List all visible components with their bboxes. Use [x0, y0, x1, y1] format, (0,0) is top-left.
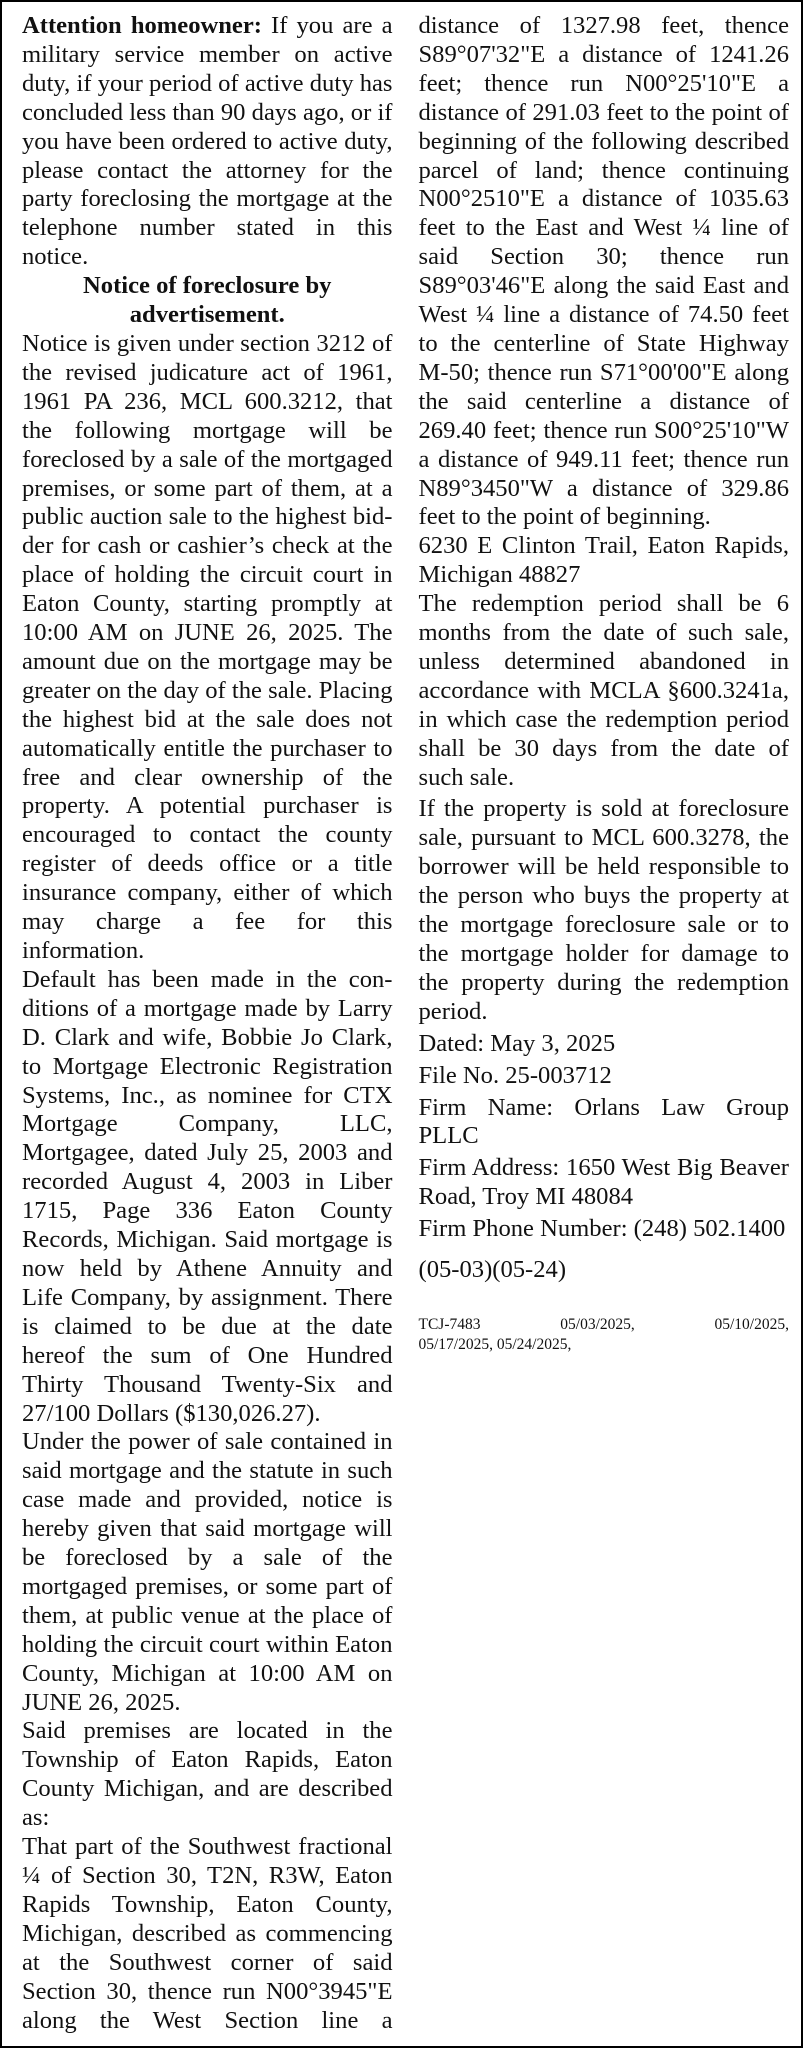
- publication-dates-line-2: 05/17/2025, 05/24/2025,: [418, 1335, 572, 1353]
- property-address: 6230 E Clinton Trail, Eaton Rapids, Michigan 48827: [418, 532, 789, 589]
- legal-description-paragraph: That part of the Southwest fractional ¼ of Section 30, T2N, R3W, Eaton Rapids Township, Eaton County, Michigan, described as commencing at the Southwest corner of said Section 30, thence run N00°3945"E along the West Section line a distance of 1327.98 feet, thence S89°07'32"E a distance of 1241.26 feet; thence run N00°25'10"E a distance of 291.03 feet to the point of beginning of the following described parcel of land; thence continuing N00°2510"E a distance of 1035.63 feet to the East and West ¼ line of said Section 30; thence run S89°03'46"E along the said East and West ¼ line a distance of 74.50 feet to the centerline of State Highway M-50; thence run S71°00'00"E along the said centerline a distance of 269.40 feet; thence run S00°25'10"W a distance of 949.11 feet; thence run N89°3450"W a distance of 329.86 feet to the point of beginning.: [22, 12, 789, 2034]
- notice-given-paragraph: Notice is given under section 3212 of the revised judicature act of 1961, 1961 PA 236, MCL 600.3212, that the following mortgage will be foreclosed by a sale of the mortgaged premises, or some part of them, at a public auction sale to the highest bidder for cash or cashier’s check at the place of holding the circuit court in Eaton County, starting promptly at 10:00 AM on JUNE 26, 2025. The amount due on the mortgage may be greater on the day of the sale. Placing the highest bid at the sale does not automatically entitle the purchaser to free and clear ownership of the property. A potential purchaser is encouraged to contact the county register of deeds office or a title insurance company, either of which may charge a fee for this information.: [22, 329, 393, 964]
- dated-line: Dated: May 3, 2025: [418, 1029, 616, 1057]
- notice-heading: Notice of foreclosure by advertisement.: [83, 272, 332, 329]
- premises-located-paragraph: Said premises are located in the Township of Eaton Rapids, Eaton County Michigan, and are described as:: [22, 1717, 393, 1832]
- publication-dates-line-1: TCJ-7483 05/03/2025, 05/10/2025,: [418, 1315, 789, 1333]
- firm-name: Firm Name: Orlans Law Group PLLC: [418, 1093, 789, 1150]
- run-dates-code: (05-03)(05-24): [418, 1256, 567, 1284]
- firm-address: Firm Address: 1650 West Big Beaver Road, Troy MI 48084: [418, 1154, 789, 1211]
- firm-phone: Firm Phone Number: (248) 502.1400: [418, 1215, 786, 1243]
- attention-paragraph: [22, 12, 393, 272]
- file-number: File No. 25-003712: [418, 1061, 612, 1089]
- attention-lead: Attention homeowner:: [22, 12, 262, 39]
- default-paragraph: Default has been made in the conditions of a mortgage made by Larry D. Clark and wife, Bobbie Jo Clark, to Mortgage Electronic Registration Systems, Inc., as nominee for CTX Mortgage Company, LLC, Mortgagee, dated July 25, 2003 and recorded August 4, 2003 in Liber 1715, Page 336 Eaton County Records, Michigan. Said mortgage is now held by Athene Annuity and Life Company, by assignment. There is claimed to be due at the date hereof the sum of One Hundred Thirty Thousand Twenty-Six and 27/100 Dollars ($130,026.27).: [22, 965, 393, 1427]
- damage-paragraph: If the property is sold at foreclosure sale, pursuant to MCL 600.3278, the borrower will be held responsible to the person who buys the property at the mortgage foreclosure sale or to the mortgage holder for damage to the property during the redemption period.: [418, 795, 789, 1025]
- spacer: [419, 1244, 790, 1256]
- spacer: [419, 1285, 790, 1315]
- redemption-paragraph: The redemption period shall be 6 months from the date of such sale, unless determined abandoned in accordance with MCLA §600.3241a, in which case the redemption period shall be 30 days from the date of such sale.: [418, 590, 789, 791]
- attention-body: If you are a military service member on active duty, if your period of active duty has concluded less than 90 days ago, or if you have been ordered to active duty, please contact the attorney for the party foreclosing the mortgage at the telephone number stated in this notice.: [22, 12, 393, 271]
- power-of-sale-paragraph: Under the power of sale contained in said mortgage and the statute in such case made and provided, notice is hereby given that said mortgage will be foreclosed by a sale of the mortgaged premises, or some part of them, at public venue at the place of holding the circuit court within Eaton County, Michigan at 10:00 AM on JUNE 26, 2025.: [22, 1428, 393, 1716]
